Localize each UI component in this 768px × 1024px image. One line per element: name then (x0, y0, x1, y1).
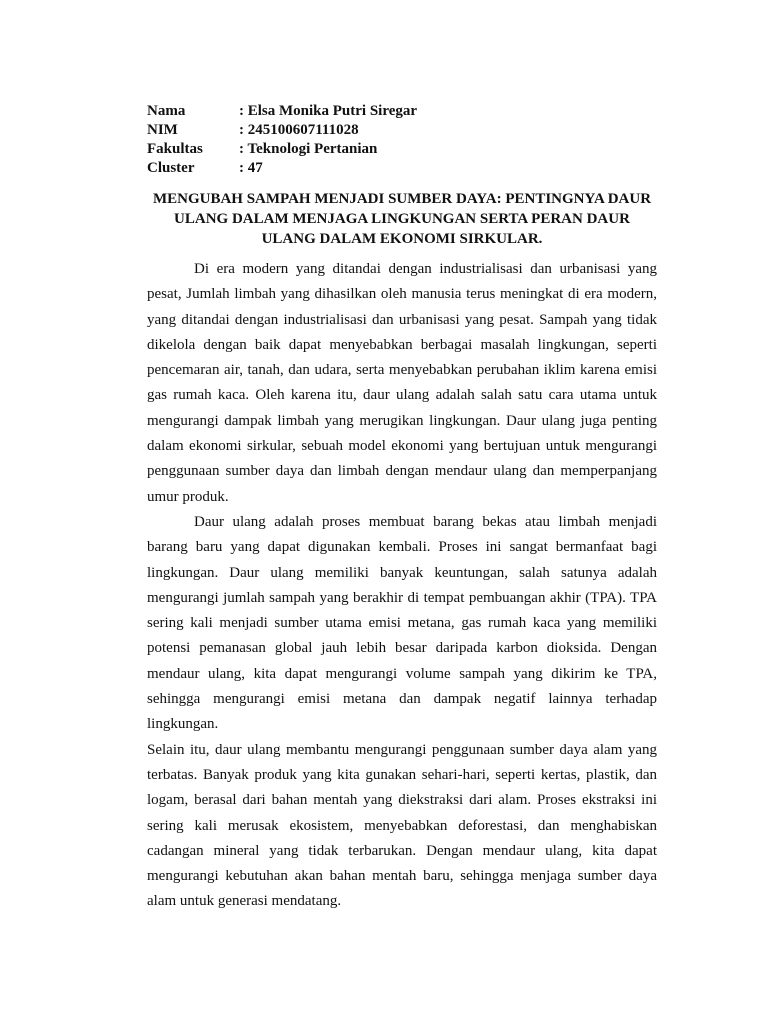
info-value: : Elsa Monika Putri Siregar (239, 103, 418, 119)
info-label: Fakultas (147, 141, 203, 157)
info-label: Cluster (147, 160, 195, 176)
info-label: NIM (147, 122, 178, 138)
document-title: MENGUBAH SAMPAH MENJADI SUMBER DAYA: PENTINGNYA DAUR ULANG DALAM MENJAGA LINGKUNGAN SERTA PERAN DAUR ULANG DALAM EKONOMI SIRKULAR. (152, 191, 652, 247)
info-value: : Teknologi Pertanian (239, 141, 378, 157)
info-row-nama (147, 102, 417, 121)
info-value: : 47 (239, 160, 263, 176)
body-paragraph: Selain itu, daur ulang membantu mengurangi penggunaan sumber daya alam yang terbatas. Banyak produk yang kita gunakan sehari-hari, seperti kertas, plastik, dan logam, berasal dari bahan mentah yang diekstraksi dari alam. Proses ekstraksi ini sering kali merusak ekosistem, menyebabkan deforestasi, dan menghabiskan cadangan mineral yang tidak terbarukan. Dengan mendaur ulang, kita dapat mengurangi kebutuhan akan bahan mentah baru, sehingga menjaga sumber daya alam untuk generasi mendatang. (147, 741, 657, 910)
info-row-fakultas (147, 140, 417, 159)
body-paragraph: Daur ulang adalah proses membuat barang bekas atau limbah menjadi barang baru yang dapat digunakan kembali. Proses ini sangat bermanfaat bagi lingkungan. Daur ulang memiliki banyak keuntungan, salah satunya adalah mengurangi jumlah sampah yang berakhir di tempat pembuangan akhir (TPA). TPA sering kali menjadi sumber utama emisi metana, gas rumah kaca yang memiliki potensi pemanasan global jauh lebih besar daripada karbon dioksida. Dengan mendaur ulang, kita dapat mengurangi volume sampah yang dikirim ke TPA, sehingga mengurangi emisi metana dan dampak negatif lainnya terhadap lingkungan. (147, 513, 657, 733)
body-paragraph: Di era modern yang ditandai dengan industrialisasi dan urbanisasi yang pesat, Jumlah limbah yang dihasilkan oleh manusia terus meningkat di era modern, yang ditandai dengan industrialisasi dan urbanisasi yang pesat. Sampah yang tidak dikelola dengan baik dapat menyebabkan berbagai masalah lingkungan, seperti pencemaran air, tanah, dan udara, serta menyebabkan perubahan iklim karena emisi gas rumah kaca. Oleh karena itu, daur ulang adalah salah satu cara utama untuk mengurangi dampak limbah yang merugikan lingkungan. Daur ulang juga penting dalam ekonomi sirkular, sebuah model ekonomi yang bertujuan untuk mengurangi penggunaan sumber daya dan limbah dengan mendaur ulang dan memperpanjang umur produk. (147, 261, 657, 505)
info-value: : 245100607111028 (239, 122, 359, 138)
info-row-cluster (147, 159, 417, 178)
student-info (147, 102, 417, 178)
info-label: Nama (147, 103, 186, 119)
info-row-nim (147, 121, 417, 140)
document-body (147, 257, 657, 915)
